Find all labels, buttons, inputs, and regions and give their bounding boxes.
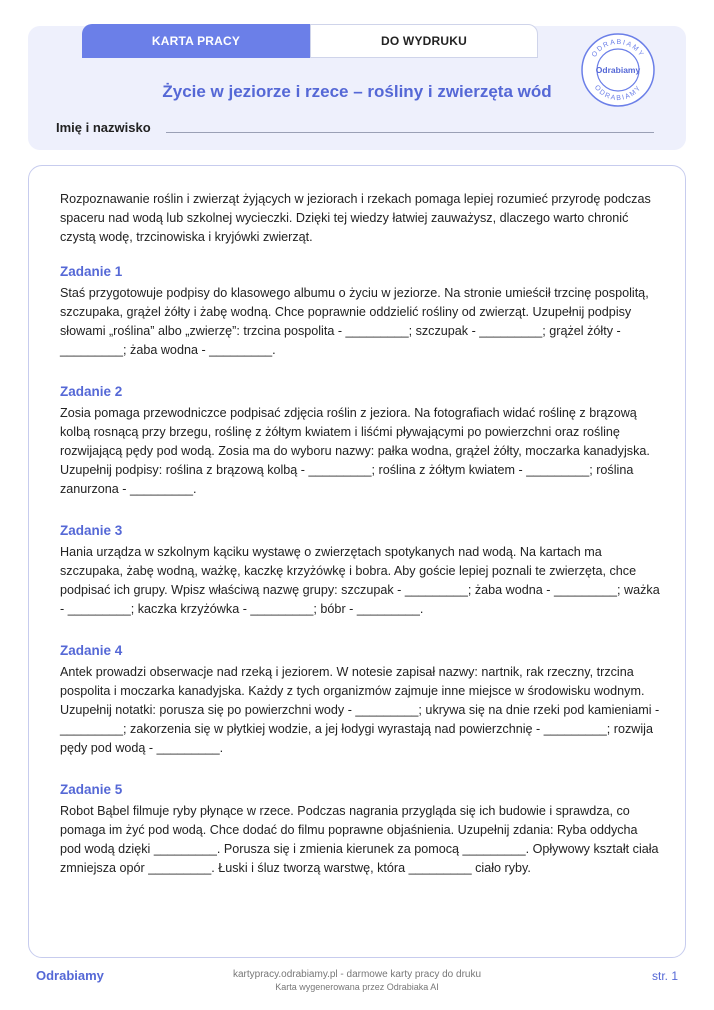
task-text: Antek prowadzi obserwacje nad rzeką i jeziorem. W notesie zapisał nazwy: nartnik, rak rzeczny, trzcina pospolita i moczarka kanadyjska. Każdy z tych organizmów zajmuje inne miejsce w środowisku wodnym. Uzupełnij notatki: porusza się po powierzchni wody - _________; ukrywa się na dnie rzeki pod kamieniami - _________; zakorzenia się w płytkiej wodzie, a jej łodygi wyrastają nad powierzchnię - _________; rozwija pędy pod wodą - _________. <box>60 665 660 755</box>
tab-worksheet[interactable]: KARTA PRACY <box>82 24 310 58</box>
task-3 <box>60 521 660 619</box>
worksheet-content <box>60 190 660 900</box>
task-4 <box>60 641 660 758</box>
task-1 <box>60 262 660 360</box>
task-title: Zadanie 5 <box>60 782 123 797</box>
task-title: Zadanie 2 <box>60 384 123 399</box>
task-text: Staś przygotowuje podpisy do klasowego albumu o życiu w jeziorze. Na stronie umieścił trzcinę pospolitą, szczupaka, grążel żółty i żabę wodną. Chce poprawnie oddzielić rośliny od zwierząt. Uzupełnij podpisy słowami „roślina” albo „zwierzę”: trzcina pospolita - _________; szczupak - _________; grążel żółty - _________; żaba wodna - _________. <box>60 286 649 357</box>
stamp-bottom-text: ODRABIAMY <box>592 84 644 103</box>
task-title: Zadanie 4 <box>60 643 123 658</box>
footer-generator-note: Karta wygenerowana przez Odrabiaka AI <box>275 982 439 992</box>
task-5 <box>60 780 660 878</box>
task-text: Robot Bąbel filmuje ryby płynące w rzece. Podczas nagrania przygląda się ich budowie i sprawdza, co pomaga im żyć pod wodą. Chce dodać do filmu poprawne objaśnienia. Uzupełnij zdania: Ryba oddycha pod wodą dzięki _________. Porusza się i zmienia kierunek za pomocą _________. Opływowy kształt ciała zmniejsza opór _________. Łuski i śluz tworzą warstwę, która _________ ciało ryby. <box>60 804 659 875</box>
footer-brand[interactable]: Odrabiamy <box>36 968 104 983</box>
intro-text: Rozpoznawanie roślin i zwierząt żyjących w jeziorach i rzekach pomaga lepiej rozumieć przyrodę podczas spaceru nad wodą lub szkolnej wycieczki. Dzięki tej wiedzy łatwiej zauważysz, dlaczego warto chronić czystą wodę, trzcinowiska i kryjówki zwierząt. <box>60 192 651 244</box>
page-title: Życie w jeziorze i rzece – rośliny i zwierzęta wód <box>162 82 552 101</box>
footer-site-link[interactable]: kartypracy.odrabiamy.pl - darmowe karty pracy do druku <box>232 969 482 980</box>
task-text: Zosia pomaga przewodniczce podpisać zdjęcia roślin z jeziora. Na fotografiach widać roślinę z brązową kolbą rosnącą przy brzegu, roślinę z żółtym kwiatem i liśćmi pływającymi po powierzchni oraz roślinę rozwijającą pędy pod wodą. Zosia ma do wyboru nazwy: pałka wodna, grążel żółty, moczarka kanadyjska. Uzupełnij podpisy: roślina z brązową kolbą - _________; roślina z żółtym kwiatem - _________; roślina zanurzona - _________. <box>60 406 650 496</box>
task-text: Hania urządza w szkolnym kąciku wystawę o zwierzętach spotykanych nad wodą. Na kartach ma szczupaka, żabę wodną, ważkę, kaczkę krzyżówkę i bobra. Aby goście lepiej poznali te zwierzęta, chce podpisać ich grupy. Wpisz właściwą nazwę grupy: szczupak - _________; żaba wodna - _________; ważka - _________; kaczka krzyżówka - _________; bóbr - _________. <box>60 545 660 616</box>
stamp-center-text: Odrabiamy <box>595 65 641 75</box>
stamp-top-text: ODRABIAMY <box>590 38 646 59</box>
name-input-line[interactable] <box>166 132 654 133</box>
task-title: Zadanie 3 <box>60 523 123 538</box>
name-label: Imię i nazwisko <box>56 120 151 135</box>
tab-print[interactable]: DO WYDRUKU <box>310 24 538 58</box>
task-title: Zadanie 1 <box>60 264 123 279</box>
footer-info <box>0 968 714 993</box>
page-number: str. 1 <box>651 969 678 983</box>
task-2 <box>60 382 660 499</box>
